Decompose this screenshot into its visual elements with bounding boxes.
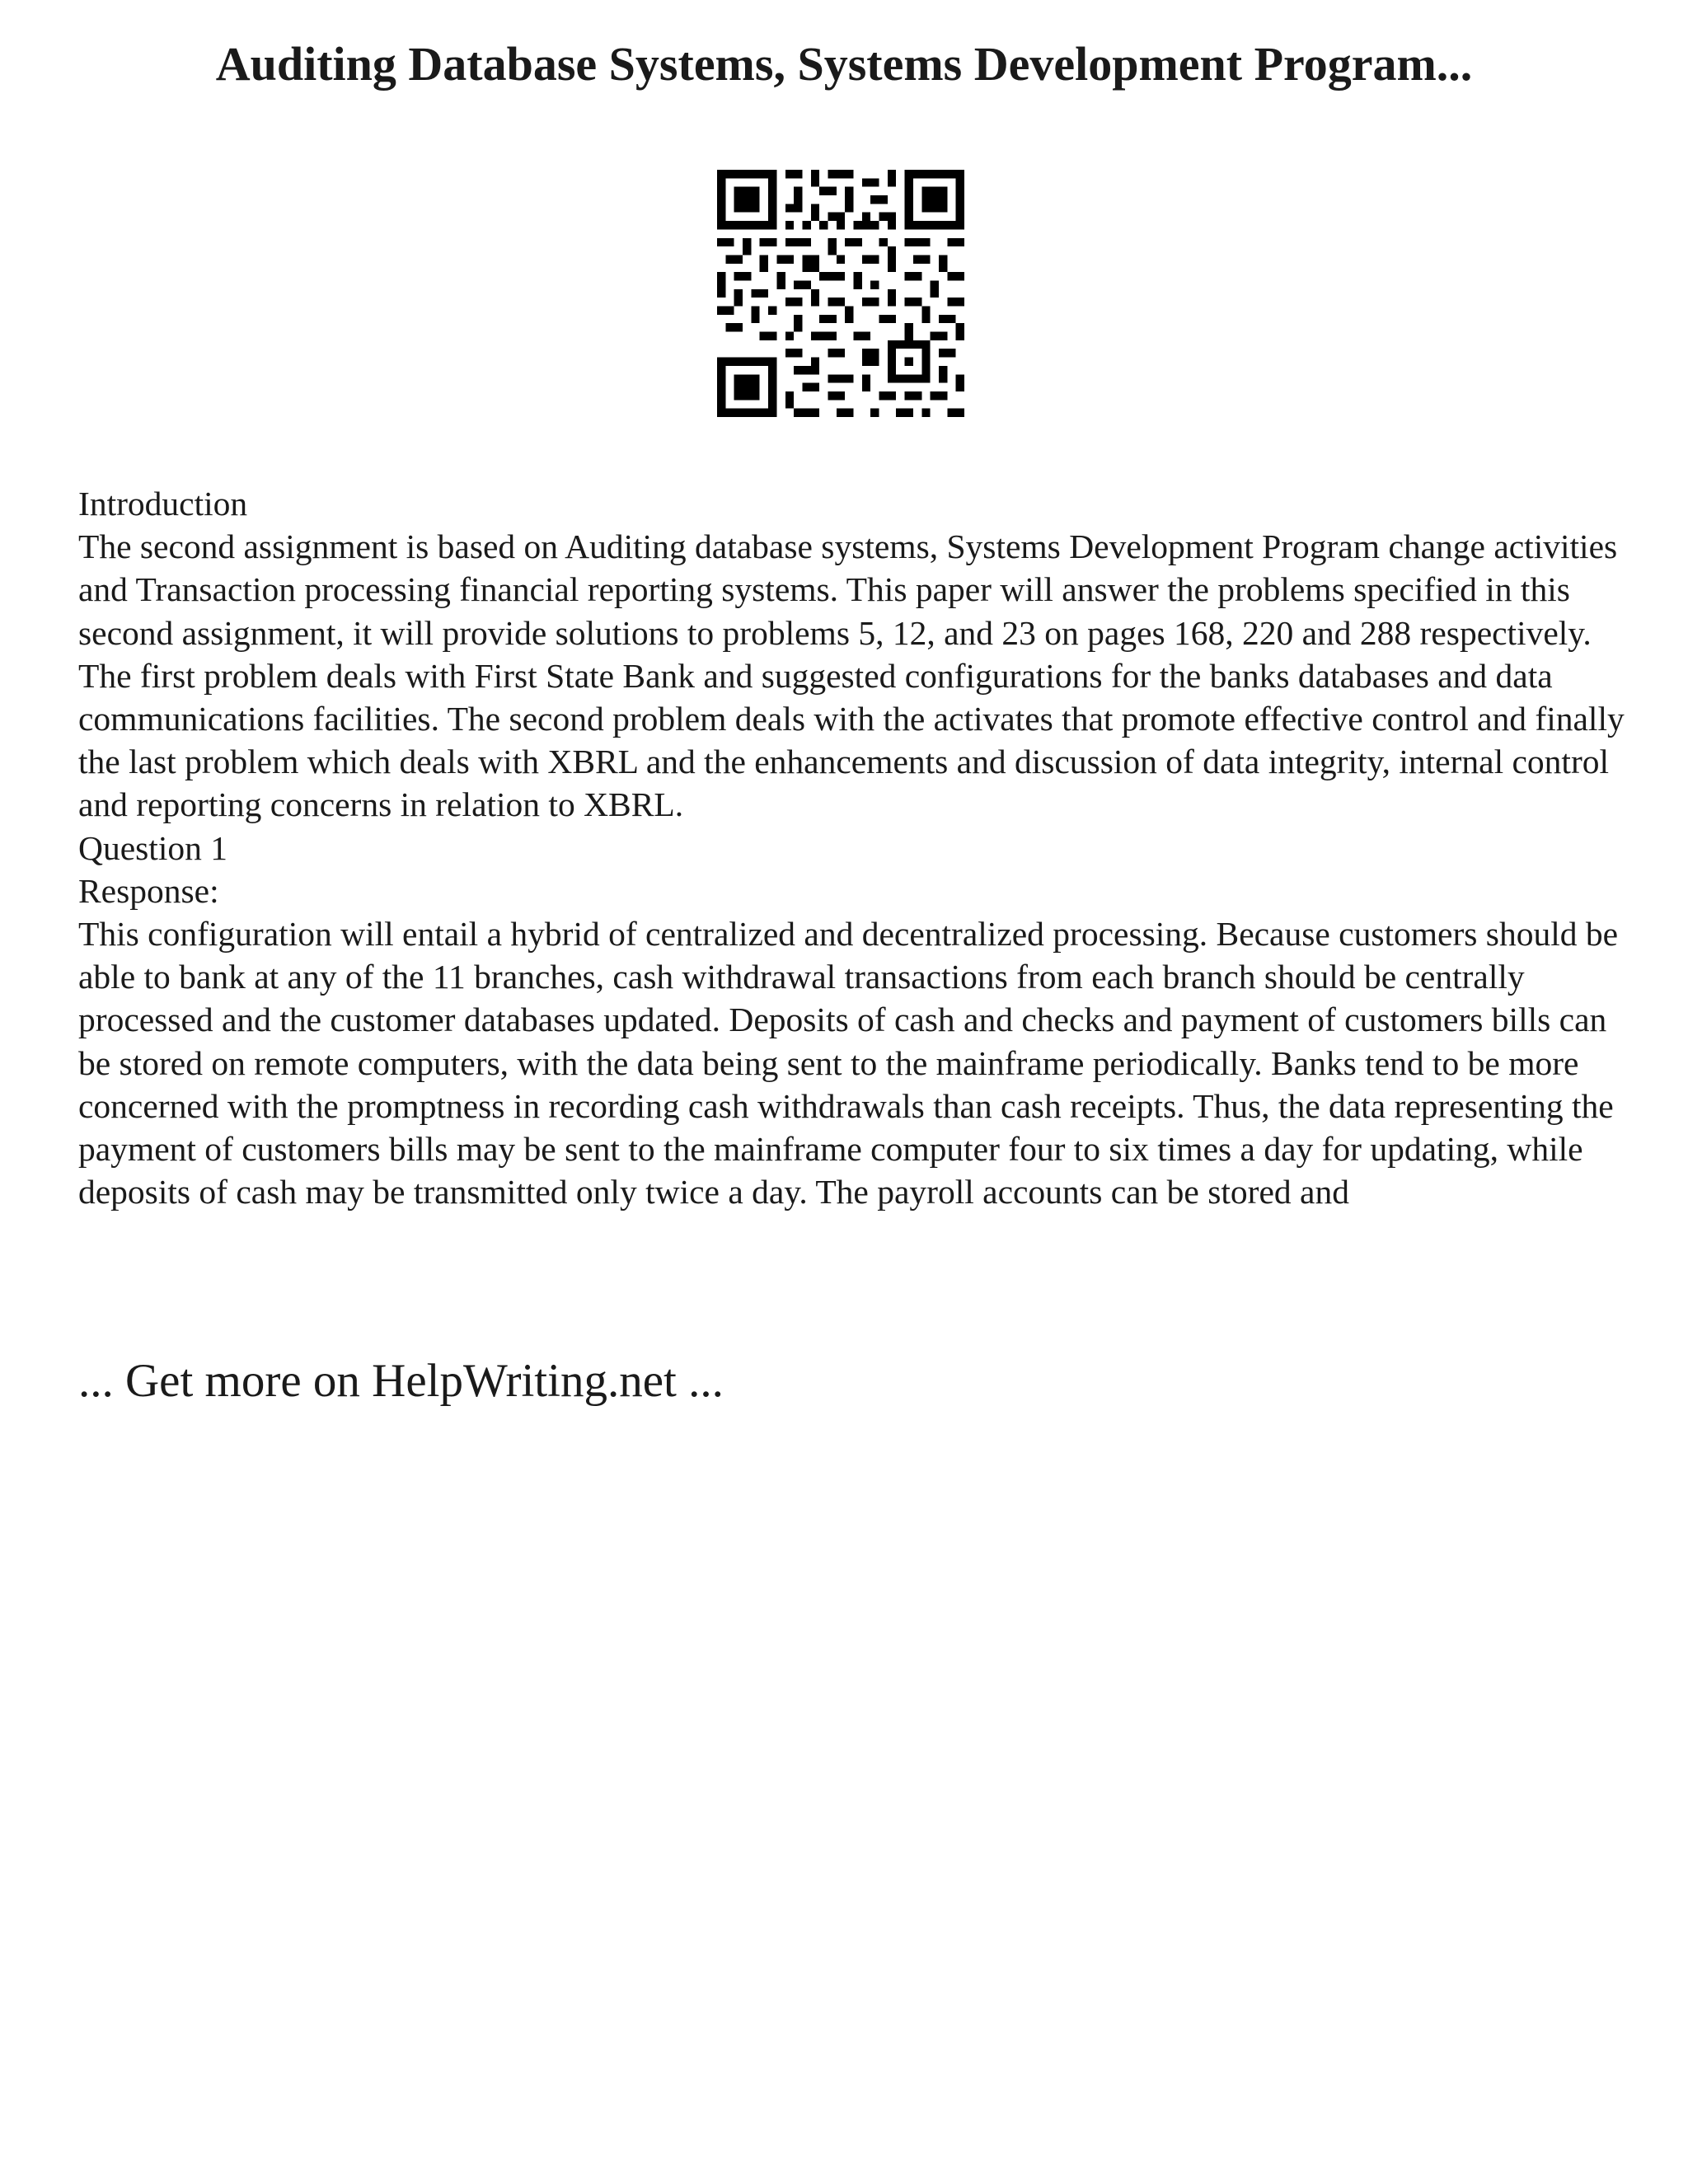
paragraph-assignment-overview: The second assignment is based on Auditing database systems, Systems Development Program change activities and Transaction processing financial reporting systems. This paper will answer the problems specified in this second assignment, it will provide solutions to problems 5, 12, and 23 on pages 168, 220 and 288 respectively.	[78, 527, 1618, 652]
paragraph-response: This configuration will entail a hybrid of centralized and decentralized processing. Because customers should be able to bank at any of the 11 branches, cash withdrawal transactions from each branch should be centrally processed and the customer databases updated. Deposits of cash and checks and payment of customers bills can be stored on remote computers, with the data being sent to the mainframe periodically. Banks tend to be more concerned with the promptness in recording cash withdrawals than cash receipts. Thus, the data representing the payment of customers bills may be sent to the mainframe computer four to six times a day for updating, while deposits of cash may be transmitted only twice a day. The payroll accounts can be stored and	[78, 915, 1619, 1212]
paragraph-problems-summary: The first problem deals with First State Bank and suggested configurations for the banks databases and data communications facilities. The second problem deals with the activates that promote effective control and finally the last problem which deals with XBRL and the enhancements and discussion of data integrity, internal control and reporting concerns in relation to XBRL.	[78, 656, 1625, 824]
intro-heading: Introduction	[78, 485, 248, 523]
qr-code-icon	[717, 170, 964, 417]
response-heading: Response:	[78, 871, 219, 910]
get-more-link[interactable]: ... Get more on HelpWriting.net ...	[78, 1355, 724, 1407]
question-heading: Question 1	[78, 828, 227, 867]
document-body	[78, 482, 1644, 1213]
page-title: Auditing Database Systems, Systems Development Program...	[215, 37, 1473, 91]
